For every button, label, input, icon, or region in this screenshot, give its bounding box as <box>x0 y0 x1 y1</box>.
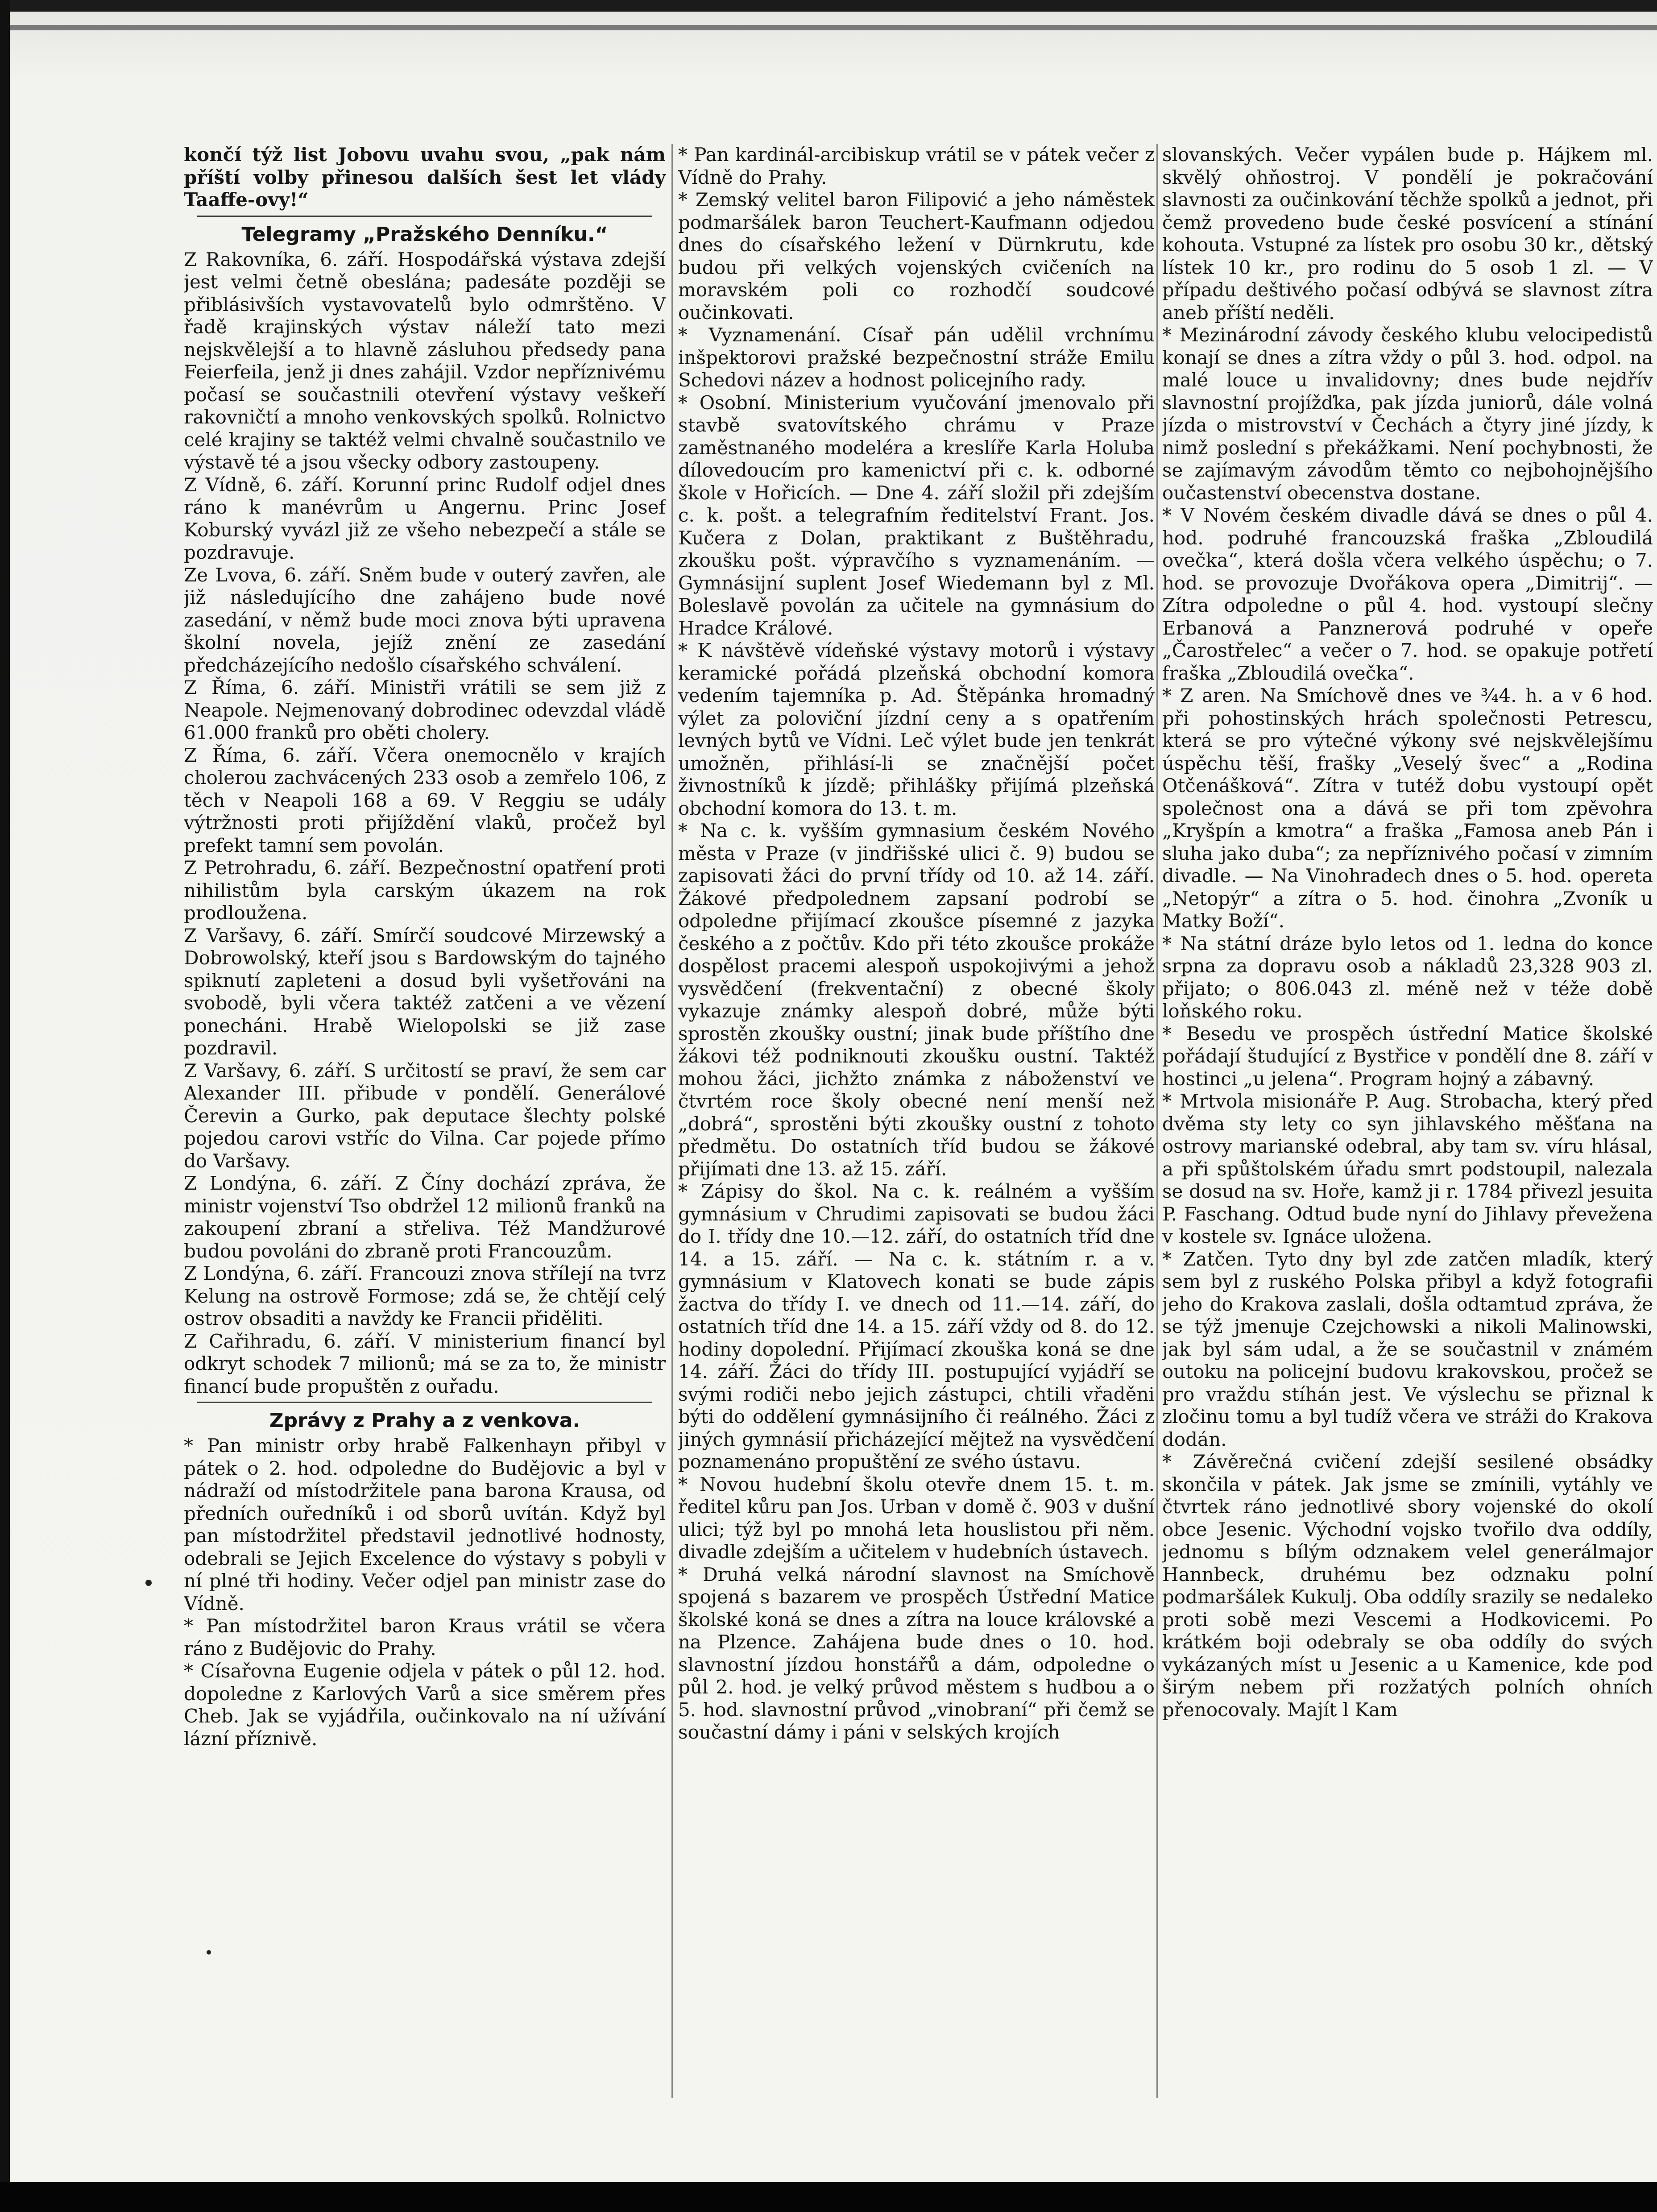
article-paragraph: * Vyznamenání. Císař pán udělil vrchnímu inšpektorovi pražské bezpečnostní stráže Emilu Schedovi název a hodnost policejního rady. <box>678 324 1155 391</box>
section-rule <box>197 1402 652 1403</box>
article-paragraph: Z Londýna, 6. září. Francouzi znova střílejí na tvrz Kelung na ostrově Formose; zdá se, že chtějí celý ostrov obsaditi a navždy ke Francii přiděliti. <box>184 1262 666 1329</box>
section-rule <box>197 216 652 217</box>
section-heading-prague-news: Zprávy z Prahy a z venkova. <box>269 1409 580 1432</box>
scan-left-edge <box>0 0 10 2212</box>
top-rule <box>0 25 1657 30</box>
scan-top-edge <box>0 0 1657 12</box>
article-paragraph: * Zemský velitel baron Filipović a jeho náměstek podmaršálek baron Teuchert-Kaufmann odjedou dnes do císařského ležení v Dürnkrutu, kde budou při velkých vojenských cvičeních na moravském poli co rozhodčí soudcové oučinkovati. <box>678 189 1155 324</box>
article-paragraph: slovanských. Večer vypálen bude p. Hájkem ml. skvělý ohňostroj. V pondělí je pokračování slavnosti za oučinkování těchže spolků a jednot, při čemž provedeno bude české posvícení a stínání kohouta. Vstupné za lístek pro osobu 30 kr., dětský lístek 10 kr., pro rodinu do 5 osob 1 zl. — V případu deštivého počasí odbývá se slavnost zítra aneb příští neděli. <box>1162 144 1653 324</box>
article-paragraph: Z Petrohradu, 6. září. Bezpečnostní opatření proti nihilistům byla carským úkazem na rok prodloužena. <box>184 857 666 924</box>
article-paragraph: Z Cařihradu, 6. září. V ministerium financí byl odkryt schodek 7 milionů; má se za to, že ministr financí bude propuštěn z ouřadu. <box>184 1330 666 1397</box>
column-rule <box>1156 144 1158 2098</box>
article-paragraph: Ze Lvova, 6. září. Sněm bude v outerý zavřen, ale již následujícího dne zahájeno bude nové zasedání, v němž bude moci znova býti upravena školní novela, jejíž znění ze zasedání předcházejícího nedošlo císařského schválení. <box>184 564 666 676</box>
section-heading-telegrams: Telegramy „Pražského Denníku.“ <box>241 223 608 246</box>
intro-paragraph: končí týž list Jobovu uvahu svou, „pak nám příští volby přinesou dalších šest let vlády Taaffe-ovy!“ <box>184 144 666 211</box>
article-paragraph: Z Říma, 6. září. Ministři vrátili se sem již z Neapole. Nejmenovaný dobrodinec odevzdal vládě 61.000 franků pro oběti cholery. <box>184 676 666 743</box>
article-paragraph: * Pan kardinál-arcibiskup vrátil se v pátek večer z Vídně do Prahy. <box>678 144 1155 188</box>
article-paragraph: * Mrtvola misionáře P. Aug. Strobacha, který před dvěma sty lety co syn jihlavského měšťana na ostrovy marianské odebral, aby tam sv. víru hlásal, a při spůštolském úřadu smrt podstoupil, nalezala se dosud na sv. Hoře, kamž ji r. 1784 přivezl jesuita P. Faschang. Odtud bude nyní do Jihlavy převežena v kostele sv. Ignáce uložena. <box>1162 1090 1653 1247</box>
article-paragraph: * K návštěvě vídeňské výstavy motorů i výstavy keramické pořádá plzeňská obchodní komora vedením tajemníka p. Ad. Štěpánka hromadný výlet za poloviční jízdní ceny a s opatřením levných bytů ve Vídni. Leč výlet bude jen tenkrát umožněn, přihlásí-li se značnější počet živnostníků k jízdě; přihlášky přijímá plzeňská obchodní komora do 13. t. m. <box>678 639 1155 819</box>
article-paragraph: * Zatčen. Tyto dny byl zde zatčen mladík, který sem byl z ruského Polska přibyl a když fotografii jeho do Krakova zaslali, došla odtamtud zpráva, že se týž jmenuje Czejchowski a nikoli Malinowski, jak byl sám udal, a že se součastnil v známém outoku na policejní budovu krakovskou, pročež se pro vraždu stíhán jest. Ve výslechu se přiznal k zločinu tomu a byl tudíž včera ve stráži do Krakova dodán. <box>1162 1248 1653 1450</box>
article-paragraph: * V Novém českém divadle dává se dnes o půl 4. hod. podruhé francouzská fraška „Zbloudilá ovečka“, která došla včera velkého úspěchu; o 7. hod. se provozuje Dvořákova opera „Dimitrij“. — Zítra odpoledne o půl 4. hod. vystoupí slečny Erbanová a Panznerová podruhé v opeře „Čarostřelec“ a večer o 7. hod. se opakuje potřetí fraška „Zbloudilá ovečka“. <box>1162 504 1653 684</box>
article-paragraph: * Na státní dráze bylo letos od 1. ledna do konce srpna za dopravu osob a nákladů 23,328 903 zl. přijato; o 806.043 zl. méně než v téže době loňského roku. <box>1162 932 1653 1022</box>
article-paragraph: Z Rakovníka, 6. září. Hospodářská výstava zdejší jest velmi četně obeslána; padesáte později se přiblásivších vystavovatelů bylo odmrštěno. V řadě krajinských výstav náleží tato mezi nejskvělejší a to hlavně zásluhou předsedy pana Feierfeila, jenž ji dnes zahájil. Vzdor nepříznivému počasí se součastnili otevření výstavy veškeří rakovničtí a mnoho venkovských spolků. Rolnictvo celé krajiny se taktéž velmi chvalně součastnilo ve výstavě té a jsou všecky odbory zastoupeny. <box>184 248 666 473</box>
article-paragraph: Z Varšavy, 6. září. Smírčí soudcové Mirzewský a Dobrowolský, kteří jsou s Bardowským do tajného spiknutí zapleteni a dosud byli vyšetřováni na svobodě, byli včera taktéž zatčeni a ve vězení ponecháni. Hrabě Wielopolski se již zase pozdravil. <box>184 924 666 1059</box>
column-3 <box>1162 144 1653 2098</box>
article-paragraph: Z Říma, 6. září. Včera onemocnělo v krajích cholerou zachvácených 233 osob a zemřelo 106, z těch v Neapoli 168 a 69. V Reggiu se udály výtržnosti proti přijíždění vlaků, pročež byl prefekt tamní sem povolán. <box>184 744 666 856</box>
article-paragraph: * Pan místodržitel baron Kraus vrátil se včera ráno z Budějovic do Prahy. <box>184 1615 666 1660</box>
article-paragraph: Z Vídně, 6. září. Korunní princ Rudolf odjel dnes ráno k manévrům u Angernu. Princ Josef Koburský vyvázl již ze všeho nebezpečí a stále se pozdravuje. <box>184 473 666 563</box>
article-paragraph: * Císařovna Eugenie odjela v pátek o půl 12. hod. dopoledne z Karlových Varů a sice směrem přes Cheb. Jak se vyjádřila, oučinkovalo na ní užívání lázní příznivě. <box>184 1660 666 1750</box>
article-paragraph: * Zápisy do škol. Na c. k. reálném a vyšším gymnásium v Chrudimi zapisovati se budou žáci do I. třídy dne 10.—12. září, do ostatních tříd dne 14. a 15. září. — Na c. k. státním r. a v. gymnásium v Klatovech konati se bude zápis žactva do třídy I. ve dnech od 11.—14. září, do ostatních tříd dne 14. a 15. září vždy od 8. do 12. hodiny dopolední. Přijímací zkouška koná se dne 14. září. Žáci do třídy III. postupující vyjádří se svými rodiči nebo jejich zástupci, chtili vřaděni býti do oddělení gymnásijního či reálného. Žáci z jiných gymnásií přicházející mějtež na vysvědčení poznamenáno propuštění ze svého ústavu. <box>678 1180 1155 1473</box>
article-paragraph: * Besedu ve prospěch ústřední Matice školské pořádají študující z Bystřice v pondělí dne 8. září v hostinci „u jelena“. Program hojný a zábavný. <box>1162 1022 1653 1090</box>
article-paragraph: * Druhá velká národní slavnost na Smíchově spojená s bazarem ve prospěch Ústřední Matice školské koná se dnes a zítra na louce královské a na Plzence. Zahájena bude dnes o 10. hod. slavnostní jízdou honstářů a dám, odpoledne o půl 2. hod. je velký průvod městem s hudbou a o 5. hod. slavnostní průvod „vinobraní“ při čemž se součastní dámy i páni v selských krojích <box>678 1563 1155 1743</box>
article-paragraph: * Novou hudební školu otevře dnem 15. t. m. ředitel kůru pan Jos. Urban v domě č. 903 v dušní ulici; týž byl po mnohá leta houslistou při něm. divadle zdejším a učitelem v hudebních ústavech. <box>678 1473 1155 1563</box>
column-2 <box>678 144 1155 2098</box>
article-paragraph: * Z aren. Na Smíchově dnes ve ¾4. h. a v 6 hod. při pohostinských hrách společnosti Petrescu, která se pro výtečné výkony své nejskvělejšímu úspěchu těší, frašky „Veselý švec“ a „Rodina Otčenášková“. Zítra v tutéž dobu vystoupí opět společnost ona a dává se při tom zpěvohra „Kryšpín a kmotra“ a fraška „Famosa aneb Pán i sluha jako duba“; za nepříznivého počasí v zimním divadle. — Na Vinohradech dnes o 5. hod. opereta „Netopýr“ a zítra o 5. hod. činohra „Zvoník u Matky Boží“. <box>1162 685 1653 932</box>
column-1 <box>184 144 666 2098</box>
article-paragraph: * Závěrečná cvičení zdejší sesilené obsádky skončila v pátek. Jak jsme se zmínili, vytáhly ve čtvrtek ráno jednotlivé sbory vojenské do okolí obce Jesenic. Východní vojsko tvořilo dva oddíly, jednomu s bílým odznakem velel generálmajor Hannbeck, druhému bez odznaku polní podmaršálek Kukulj. Oba oddíly srazily se nedaleko proti sobě mezi Vescemi a Hodkovicemi. Po krátkém boji odebraly se oba oddíly do svých vykázaných míst u Jesenic a u Kamenice, kde pod širým nebem při rozžatých polních ohních přenocovaly. Majít l Kam <box>1162 1451 1653 1721</box>
article-paragraph: Z Londýna, 6. září. Z Číny dochází zpráva, že ministr vojenství Tso obdržel 12 milionů franků na zakoupení zbraní a střeliva. Též Mandžurové budou povoláni do zbraně proti Francouzům. <box>184 1172 666 1262</box>
article-paragraph: * Mezinárodní závody českého klubu velocipedistů konají se dnes a zítra vždy o půl 3. hod. odpol. na malé louce u invalidovny; dnes bude nejdřív slavnostní projížďka, pak jízda juniorů, dále volná jízda o mistrovství v Čechách a čtyry jiné jízdy, k nimž poslední s překážkami. Není pochybnosti, že se zajímavým závodům těmto co nejbohojnějšího oučastenství obecenstva dostane. <box>1162 324 1653 504</box>
article-paragraph: * Na c. k. vyšším gymnasium českém Nového města v Praze (v jindřišské ulici č. 9) budou se zapisovati žáci do první třídy od 10. až 14. září. Žákové předpolednem zapsaní podrobí se odpoledne přijímací zkoušce písemné z jazyka českého a z počtův. Kdo při této zkoušce prokáže dospělost pracemi alespoň uspokojivými a jehož vysvědčení (frekventační) z obecné školy vykazuje známky alespoň dobré, může býti sprostěn zkoušky oustní; jinak bude příštího dne žákovi též podniknouti zkoušku oustní. Taktéž mohou žáci, jichžto známka z náboženství ve čtvrtém roce školy obecné není menší než „dobrá“, sprostěni býti zkoušky oustní z tohoto předmětu. Do ostatních tříd budou se žákové přijímati dne 13. až 15. září. <box>678 820 1155 1180</box>
ink-spot <box>145 1580 152 1586</box>
article-paragraph: Z Varšavy, 6. září. S určitostí se praví, že sem car Alexander III. přibude v pondělí. Generálové Čerevin a Gurko, pak deputace šlechty polské pojedou carovi vstříc do Vilna. Car pojede přímo do Varšavy. <box>184 1059 666 1172</box>
article-paragraph: * Osobní. Ministerium vyučování jmenovalo při stavbě svatovítského chrámu v Praze zaměstnaného modeléra a kreslíře Karla Holuba dílovedoucím pro kamenictví při c. k. odborné škole v Hořicích. — Dne 4. září složil při zdejším c. k. pošt. a telegrafním ředitelství Frant. Jos. Kučera z Dolan, praktikant z Buštěhradu, zkoušku pošt. výpravčího s vyznamenáním. — Gymnásijní suplent Josef Wiedemann byl z Ml. Boleslavě povolán za učitele na gymnásium do Hradce Králové. <box>678 391 1155 639</box>
scan-bottom-edge <box>0 2182 1657 2212</box>
article-paragraph: * Pan ministr orby hrabě Falkenhayn přibyl v pátek o 2. hod. odpoledne do Budějovic a byl v nádraží od místodržitele pana barona Krausa, od předních ouředníků i od sborů uvítán. Když byl pan místodržitel představil jednotlivé hodnosty, odebrali se Jejich Excelence do výstavy s pobyli v ní plné tři hodiny. Večer odjel pan ministr zase do Vídně. <box>184 1435 666 1614</box>
column-rule <box>671 144 673 2098</box>
